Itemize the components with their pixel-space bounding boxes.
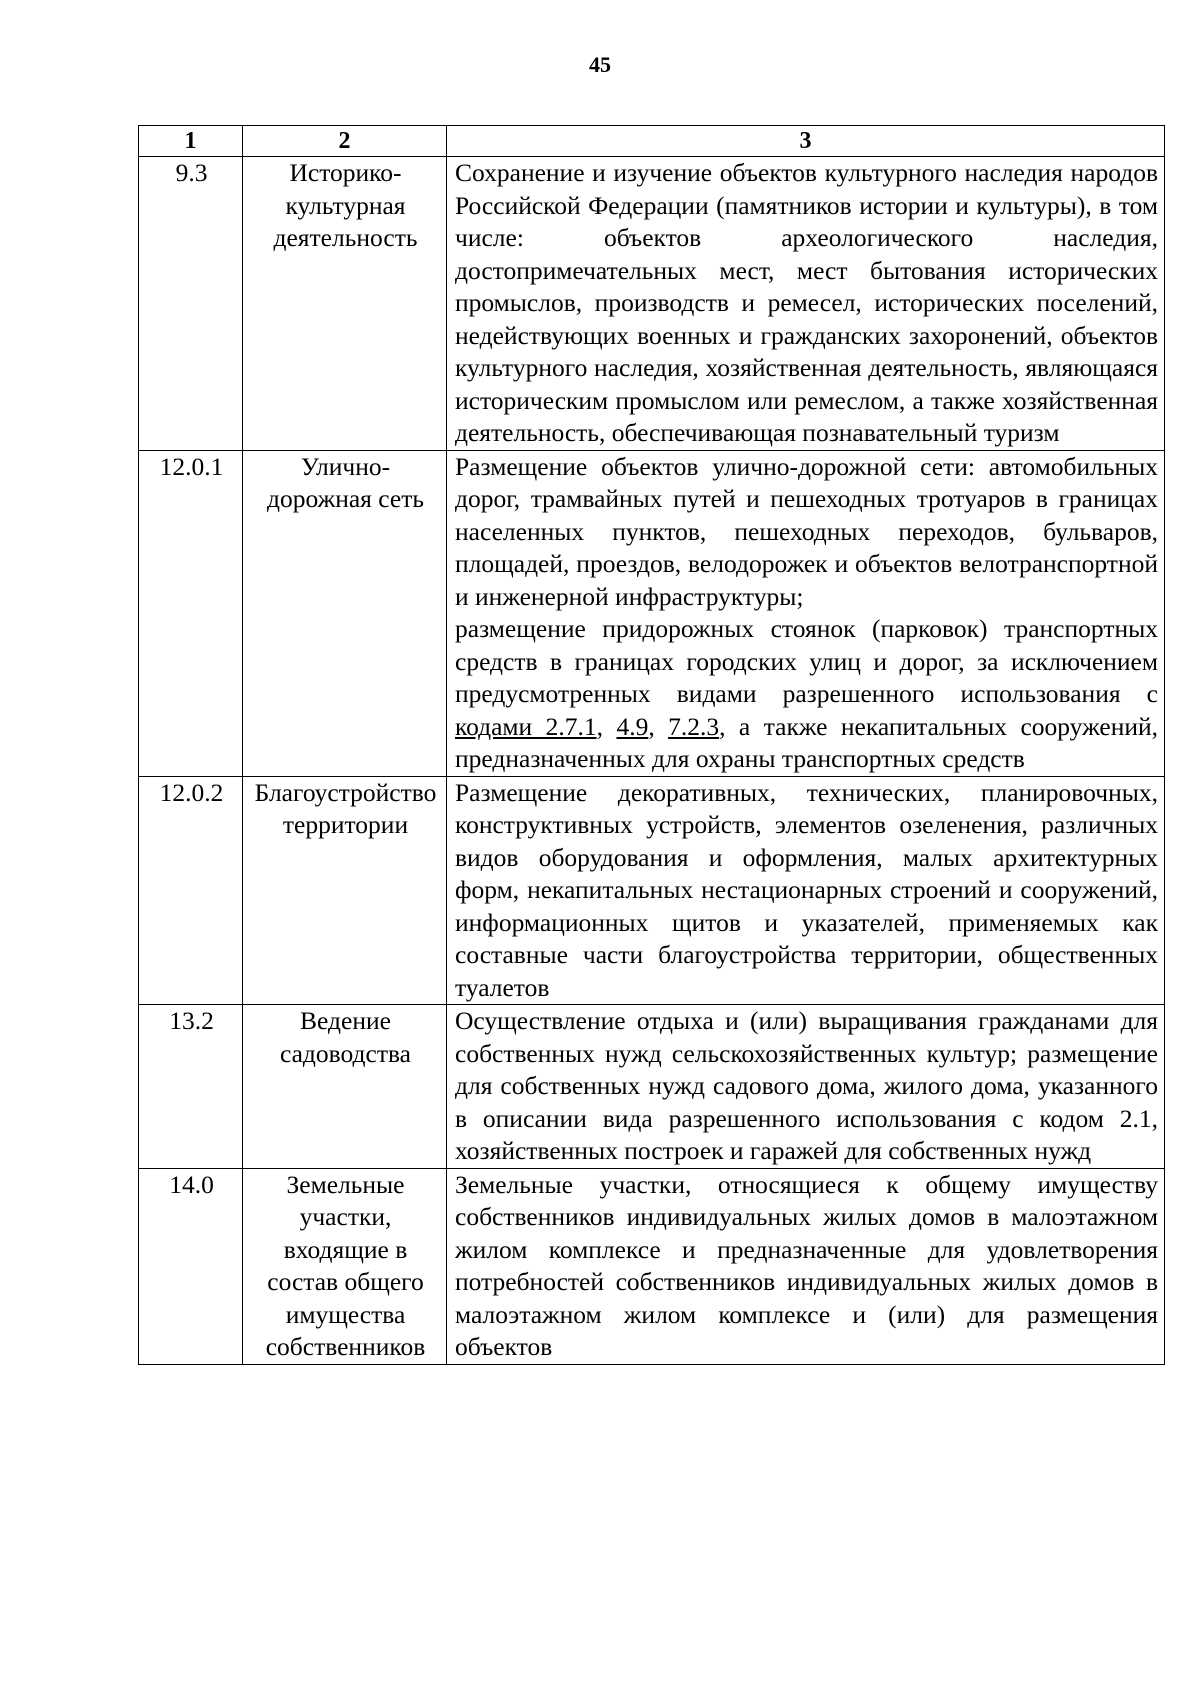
row-name: Благоустройство территории (243, 776, 447, 1005)
description-paragraph: Земельные участки, относящиеся к общему имуществу собственников индивидуальных жилых домов в малоэтажном жилом комплексе и предназначенные для удовлетворения потребностей собственников индивидуальных жилых домов в малоэтажном жилом комплексе и (или) для размещения объектов (455, 1169, 1158, 1361)
table-row (139, 1168, 1165, 1364)
row-description (447, 450, 1165, 776)
table-row (139, 1005, 1165, 1169)
column-header-3: 3 (447, 126, 1165, 157)
table-row (139, 157, 1165, 451)
description-paragraph: достопримечательных мест, мест бытования исторических промыслов, производств и ремесел, исторических поселений, недействующих военных и гражданских захоронений, объектов культурного наследия, хозяйственная деятельность, являющаяся историческим промыслом или ремеслом, а также хозяйственная деятельность, обеспечивающая познавательный туризм (455, 255, 1158, 447)
text-fragment: размещение придорожных стоянок (парковок) транспортных средств в границах городских улиц и дорог, за исключением предусмотренных видами разрешенного использования с (455, 614, 1158, 708)
row-description (447, 1168, 1165, 1364)
row-description (447, 157, 1165, 451)
row-name: Улично-дорожная сеть (243, 450, 447, 776)
row-code: 12.0.1 (139, 450, 243, 776)
row-code: 9.3 (139, 157, 243, 451)
table-row (139, 450, 1165, 776)
description-paragraph (455, 613, 1158, 776)
description-paragraph: Размещение декоративных, технических, планировочных, конструктивных устройств, элементов озеленения, различных видов оборудования и оформления, малых архитектурных форм, некапитальных нестационарных строений и сооружений, информационных щитов и указателей, применяемых как составные части благоустройства территории, общественных туалетов (455, 777, 1158, 1002)
description-paragraph: Размещение объектов улично-дорожной сети: автомобильных дорог, трамвайных путей и пешеходных тротуаров в границах населенных пунктов, пешеходных переходов, бульваров, площадей, проездов, велодорожек и объектов велотранспортной и инженерной инфраструктуры; (455, 451, 1158, 611)
row-name: Историко-культурная деятельность (243, 157, 447, 451)
row-name: Земельные участки, входящие в состав общего имущества собственников (243, 1168, 447, 1364)
text-fragment: , а также некапитальных сооружений, предназначенных для охраны транспортных средств (455, 711, 1159, 773)
row-code: 13.2 (139, 1005, 243, 1169)
column-header-2: 2 (243, 126, 447, 157)
page-number: 45 (589, 52, 611, 77)
column-header-1: 1 (139, 126, 243, 157)
land-use-table (138, 125, 1165, 1365)
text-fragment: , (596, 711, 617, 741)
code-link-2-7-1[interactable]: кодами 2.7.1 (455, 711, 597, 741)
code-link-7-2-3[interactable]: 7.2.3 (668, 711, 720, 741)
row-code: 12.0.2 (139, 776, 243, 1005)
code-link-4-9[interactable]: 4.9 (616, 711, 649, 741)
row-description (447, 1005, 1165, 1169)
description-paragraph: Сохранение и изучение объектов культурного наследия народов Российской Федерации (памятников истории и культуры), в том числе: объектов археологического наследия, (455, 158, 1158, 252)
table-row (139, 776, 1165, 1005)
table-header-row (139, 126, 1165, 157)
row-description (447, 776, 1165, 1005)
row-name: Ведение садоводства (243, 1005, 447, 1169)
row-code: 14.0 (139, 1168, 243, 1364)
text-fragment: , (648, 711, 669, 741)
description-paragraph: Осуществление отдыха и (или) выращивания гражданами для собственных нужд сельскохозяйственных культур; размещение для собственных нужд садового дома, жилого дома, указанного в описании вида разрешенного использования с кодом 2.1, хозяйственных построек и гаражей для собственных нужд (455, 1006, 1158, 1165)
